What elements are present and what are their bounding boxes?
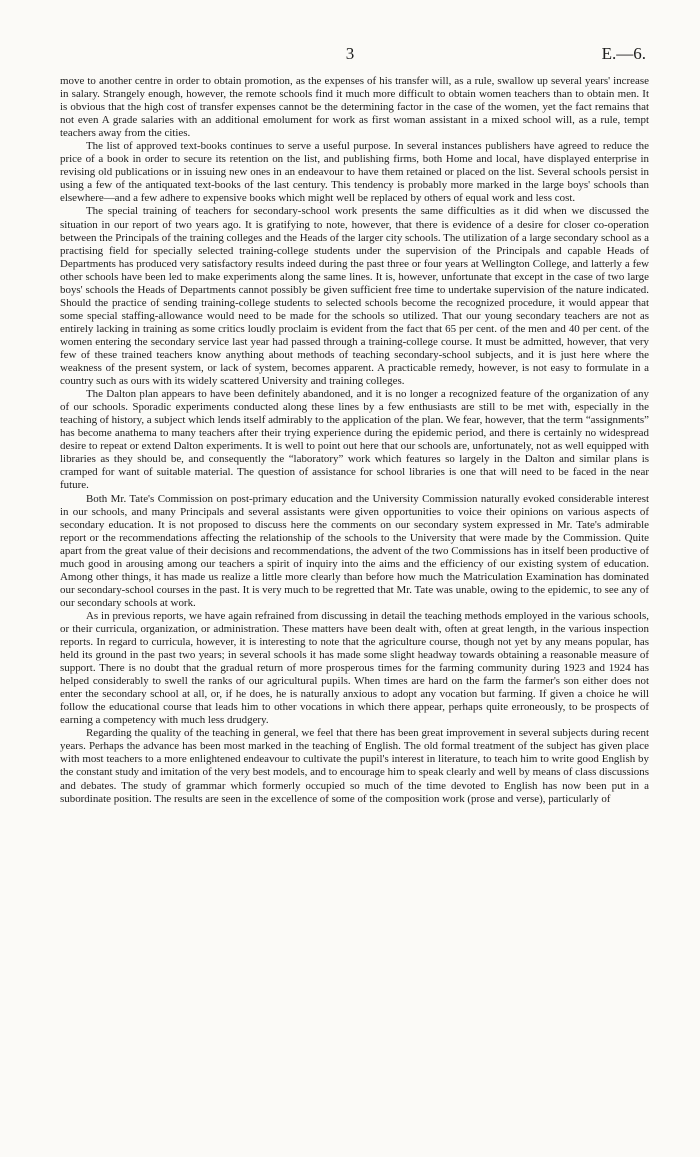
paragraph-commissions: Both Mr. Tate's Commission on post-primary education and the University Commission naturally evoked considerable interest in our schools, and many Principals and several assistants were given opportunities to voice their opinions on various aspects of secondary education. It is not proposed to discuss here the comments on our secondary system expressed in Mr. Tate's admirable report or the recommendations affecting the relationship of the schools to the University that were made by the Commission. Quite apart from the great value of their decisions and recommendations, the advent of the two Commissions has in itself been productive of much good in arousing among our teachers a spirit of inquiry into the aims and the efficiency of our existing system of education. Among other things, it has made us realize a little more clearly than before how much the Matriculation Examination has dominated our secondary-school courses in the past. It is very much to be regretted that Mr. Tate was unable, owing to the epidemic, to see any of our secondary schools at work. bbox=[60, 492, 649, 609]
paragraph-curricula: As in previous reports, we have again refrained from discussing in detail the teaching methods employed in the various schools, or their curricula, organization, or administration. These matters have been dealt with, often at great length, in the various inspection reports. In regard to curricula, however, it is interesting to note that the agriculture course, though not yet by any means popular, has held its ground in the past two years; in several schools it has made some slight headway towards obtaining a reasonable measure of support. There is no doubt that the gradual return of more prosperous times for the farming community during 1923 and 1924 has helped considerably to swell the ranks of our agricultural pupils. When times are hard on the farm the farmer's son either does not enter the secondary school at all, or, if he does, he is naturally anxious to adopt any vocation but farming. If given a choice he will follow the educational course that leads him to other vocations in which there appear, perhaps quite erroneously, to be prospects of earning a competency with much less drudgery. bbox=[60, 609, 649, 727]
paragraph-text-books: The list of approved text-books continues to serve a useful purpose. In several instances publishers have agreed to reduce the price of a book in order to secure its retention on the list, and publishing firms, both Home and local, have displayed enterprise in revising old publications or in issuing new ones in an endeavour to have them retained or placed on the list. Several schools persist in using a few of the antiquated text-books of the last century. This tendency is probably more marked in the large boys' schools than elsewhere—and a few adhere to expensive books which might well be replaced by others of equal work and less cost. bbox=[60, 140, 649, 205]
paragraph-transfer-expenses: move to another centre in order to obtain promotion, as the expenses of his transfer will, as a rule, swallow up several years' increase in salary. Strangely enough, however, the remote schools find it much more difficult to obtain women teachers than to obtain men. It is obvious that the high cost of transfer expenses cannot be the determining factor in the case of the women, yet the fact remains that not even A grade salaries with an additional emolument for work as first woman assistant in a mixed school will, as a rule, tempt teachers away from the cities. bbox=[60, 75, 649, 140]
document-reference: E.—6. bbox=[601, 44, 646, 63]
paragraph-teacher-training: The special training of teachers for secondary-school work presents the same difficulties as it did when we discussed the situation in our report of two years ago. It is gratifying to note, however, that there is evidence of a desire for closer co-operation between the Principals of the training colleges and the Heads of the larger city schools. The utilization of a large secondary school as a practising field for specially selected training-college students under the supervision of the Principals and capable Heads of Departments has produced very satisfactory results indeed during the past three or four years at Wellington College, and latterly a few other schools have been led to make experiments along the same lines. It is, however, unfortunate that except in the case of two large boys' schools the Heads of Departments cannot possibly be given sufficient free time to undertake supervision of the nature indicated. Should the practice of sending training-college students to selected schools become the recognized procedure, it would appear that some special staffing-allowance would need to be made for the schools so utilized. That our young secondary teachers are not as entirely lacking in training as some critics loudly proclaim is evident from the fact that 65 per cent. of the men and 40 per cent. of the women entering the secondary service last year had passed through a training-college course. It must be admitted, however, that very few of these trained teachers know anything about methods of teaching secondary-school subjects, and it is just here where the weakness of the present system, or lack of system, becomes apparent. A practicable remedy, however, is not easy to formulate in a country such as ours with its widely scattered University and training colleges. bbox=[60, 205, 649, 388]
body-text bbox=[60, 75, 649, 806]
paragraph-dalton-plan: The Dalton plan appears to have been definitely abandoned, and it is no longer a recognized feature of the organization of any of our schools. Sporadic experiments conducted along these lines by a few enthusiasts are still to be met with, especially in the teaching of history, a subject which lends itself admirably to the application of the plan. We fear, however, that the term “assignments” has become anathema to many teachers after their trying experience during the epidemic period, and there is certainly no widespread desire to repeat or extend Dalton experiments. It is well to point out here that our schools are, unfortunately, not as well equipped with libraries as they should be, and consequently the “laboratory” work which features so largely in the Dalton and similar plans is cramped for want of suitable material. The question of assistance for school libraries is one that will need to be faced in the near future. bbox=[60, 388, 649, 492]
paragraph-teaching-quality: Regarding the quality of the teaching in general, we feel that there has been great improvement in several subjects during recent years. Perhaps the advance has been most marked in the teaching of English. The old formal treatment of the subject has given place with most teachers to a more enlightened endeavour to cultivate the pupil's interest in literature, to teach him to write good English by the constant study and imitation of the very best models, and to encourage him to speak clearly and well by means of class discussions and debates. The study of grammar which formerly occupied so much of the time devoted to English has now been put in a subordinate position. The results are seen in the excellence of some of the composition work (prose and verse), particularly of bbox=[60, 727, 649, 805]
page-number: 3 bbox=[345, 44, 355, 63]
